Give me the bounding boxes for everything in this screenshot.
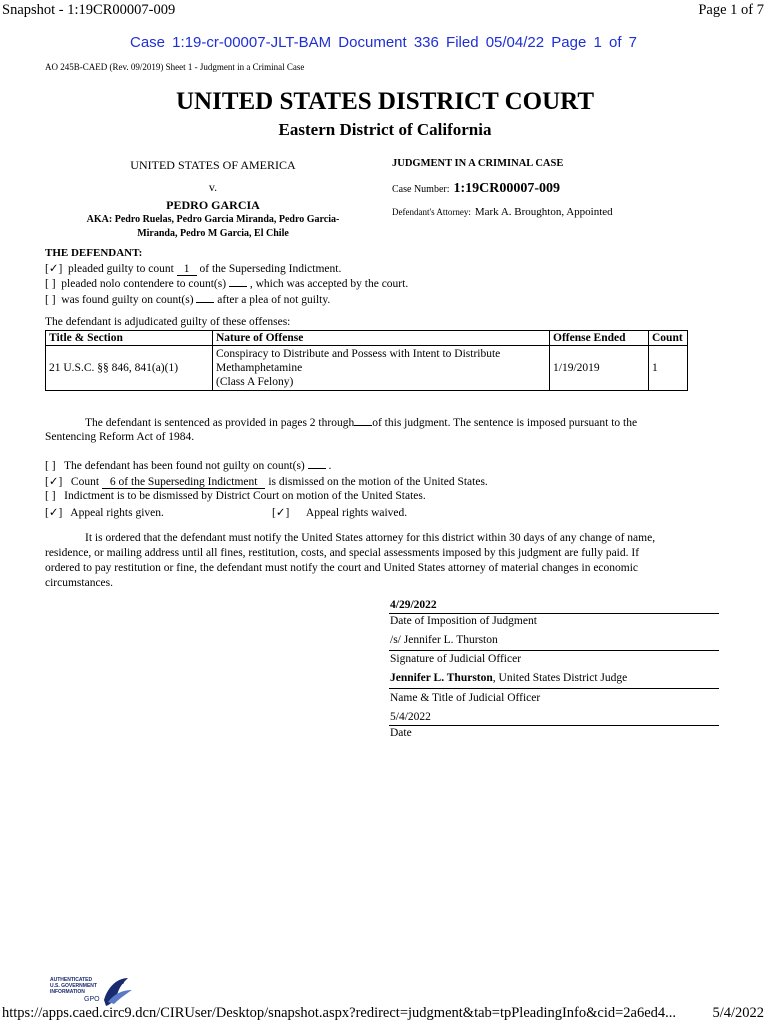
offenses-header-row bbox=[46, 331, 688, 346]
officer-name-title bbox=[390, 672, 627, 684]
officer-title: , United States District Judge bbox=[492, 672, 628, 684]
signature-label: Signature of Judicial Officer bbox=[390, 653, 522, 665]
name-title-label: Name & Title of Judicial Officer bbox=[390, 692, 541, 704]
nature-line: (Class A Felony) bbox=[216, 376, 294, 388]
gpo-line: AUTHENTICATED bbox=[50, 977, 93, 983]
nature-line: Methamphetamine bbox=[216, 362, 303, 374]
plaintiff-name: UNITED STATES OF AMERICA bbox=[130, 158, 296, 172]
offenses-table bbox=[45, 330, 688, 391]
attorney-name: Mark A. Broughton, Appointed bbox=[474, 206, 613, 218]
defendant-section-heading: THE DEFENDANT: bbox=[45, 247, 143, 259]
cell-nature-of-offense bbox=[213, 346, 550, 391]
signature-date: 5/4/2022 bbox=[390, 711, 431, 723]
not-guilty-suffix: . bbox=[328, 460, 332, 472]
officer-name: Jennifer L. Thurston bbox=[390, 672, 493, 684]
checkbox-unchecked-icon: [ ] bbox=[45, 278, 56, 290]
cell-count: 1 bbox=[649, 346, 688, 391]
defendant-aka-line2: Miranda, Pedro M Garcia, El Chile bbox=[137, 228, 289, 239]
sentence-text-suffix: of this judgment. The sentence is imposed pursuant to the bbox=[372, 417, 638, 429]
gpo-line: INFORMATION bbox=[50, 989, 85, 995]
plea-guilty-row bbox=[45, 261, 341, 276]
found-guilty-text: was found guilty on count(s) bbox=[61, 294, 194, 306]
count-dismissed-label: Count bbox=[70, 476, 100, 488]
case-number-label: Case Number: bbox=[392, 184, 450, 195]
court-district: Eastern District of California bbox=[278, 120, 492, 139]
checkbox-checked-icon: [✓] bbox=[45, 476, 63, 488]
judgment-title: JUDGMENT IN A CRIMINAL CASE bbox=[392, 158, 564, 169]
checkbox-unchecked-icon: [ ] bbox=[45, 294, 56, 306]
found-guilty-row bbox=[45, 293, 330, 306]
checkbox-unchecked-icon: [ ] bbox=[45, 460, 56, 472]
cell-title-section: 21 U.S.C. §§ 846, 841(a)(1) bbox=[46, 346, 213, 391]
snapshot-date: 5/4/2022 bbox=[712, 1005, 764, 1021]
attorney-label: Defendant's Attorney: bbox=[392, 207, 471, 217]
imposition-date-label: Date of Imposition of Judgment bbox=[390, 615, 537, 627]
col-offense-ended: Offense Ended bbox=[550, 331, 649, 346]
appeal-rights-waived-row bbox=[272, 505, 407, 519]
gpo-mark: GPO bbox=[84, 996, 100, 1003]
gpo-line: U.S. GOVERNMENT bbox=[50, 983, 97, 989]
plea-nolo-text: pleaded nolo contendere to count(s) bbox=[61, 278, 227, 290]
gpo-authentication-logo bbox=[46, 972, 136, 1008]
order-line2: residence, or mailing address until all fines, restitution, costs, and special assessments imposed by this judgment are fully paid. If bbox=[45, 547, 640, 559]
col-nature-of-offense: Nature of Offense bbox=[213, 331, 550, 346]
filing-header: Case 1:19-cr-00007-JLT-BAM Document 336 Filed 05/04/22 Page 1 of 7 bbox=[130, 34, 637, 51]
defendant-aka-line1: AKA: Pedro Ruelas, Pedro Garcia Miranda, Pedro Garcia- bbox=[86, 214, 340, 225]
gpo-text bbox=[50, 977, 97, 995]
snapshot-url[interactable]: https://apps.caed.circ9.dcn/CIRUser/Desktop/snapshot.aspx?redirect=judgment&tab=tpPleadingInfo&cid=2a6ed4... bbox=[2, 1005, 677, 1021]
snapshot-title: Snapshot - 1:19CR00007-009 bbox=[2, 2, 176, 18]
checkbox-checked-icon: [✓] bbox=[45, 263, 63, 275]
order-line3: ordered to pay restitution or fine, the defendant must notify the court and United States attorney of material changes in economic bbox=[45, 562, 639, 574]
col-count: Count bbox=[649, 331, 688, 346]
attorney-row bbox=[392, 202, 613, 220]
plea-guilty-count: 1 bbox=[177, 263, 197, 276]
judge-signature: /s/ Jennifer L. Thurston bbox=[390, 634, 498, 646]
blank-line bbox=[354, 416, 372, 426]
plea-guilty-text: pleaded guilty to count bbox=[68, 263, 174, 275]
order-line4: circumstances. bbox=[45, 577, 114, 589]
case-number-row bbox=[392, 179, 560, 197]
blank-line bbox=[229, 277, 247, 287]
not-guilty-text: The defendant has been found not guilty on count(s) bbox=[63, 460, 305, 472]
divider bbox=[389, 613, 719, 614]
checkbox-unchecked-icon: [ ] bbox=[45, 490, 56, 502]
divider bbox=[389, 688, 719, 689]
nature-line: Conspiracy to Distribute and Possess with Intent to Distribute bbox=[216, 348, 501, 360]
court-title: UNITED STATES DISTRICT COURT bbox=[176, 88, 594, 115]
indictment-dismissed-row bbox=[45, 490, 426, 502]
imposition-date: 4/29/2022 bbox=[390, 599, 437, 611]
plea-guilty-suffix: of the Superseding Indictment. bbox=[199, 263, 342, 275]
sentence-line1 bbox=[85, 416, 637, 429]
appeal-rights-waived-text: Appeal rights waived. bbox=[305, 507, 408, 519]
table-row bbox=[46, 346, 688, 391]
found-guilty-suffix: after a plea of not guilty. bbox=[217, 294, 331, 306]
defendant-name: PEDRO GARCIA bbox=[166, 198, 260, 212]
not-guilty-row bbox=[45, 459, 331, 472]
offenses-intro: The defendant is adjudicated guilty of these offenses: bbox=[45, 316, 291, 328]
appeal-rights-given-text: Appeal rights given. bbox=[70, 507, 164, 519]
col-title-section: Title & Section bbox=[46, 331, 213, 346]
sentence-text: The defendant is sentenced as provided in pages 2 through bbox=[85, 417, 355, 429]
blank-line bbox=[308, 459, 326, 469]
snapshot-page-number: Page 1 of 7 bbox=[698, 2, 764, 18]
cell-offense-ended: 1/19/2019 bbox=[550, 346, 649, 391]
appeal-rights-given-row bbox=[45, 505, 164, 519]
divider bbox=[389, 725, 719, 726]
order-line1: It is ordered that the defendant must notify the United States attorney for this district within 30 days of any change of name, bbox=[85, 532, 656, 544]
form-identifier: AO 245B-CAED (Rev. 09/2019) Sheet 1 - Judgment in a Criminal Case bbox=[45, 62, 305, 72]
checkbox-checked-icon: [✓] bbox=[272, 507, 290, 519]
dismissed-count: 6 of the Superseding Indictment bbox=[102, 476, 266, 489]
count-dismissed-suffix: is dismissed on the motion of the United States. bbox=[268, 476, 488, 488]
count-dismissed-row bbox=[45, 474, 488, 489]
blank-line bbox=[196, 293, 214, 303]
indictment-dismissed-text: Indictment is to be dismissed by District Court on motion of the United States. bbox=[64, 490, 426, 502]
plea-nolo-suffix: , which was accepted by the court. bbox=[249, 278, 409, 290]
case-number: 1:19CR00007-009 bbox=[453, 181, 561, 196]
sentence-line2: Sentencing Reform Act of 1984. bbox=[45, 431, 195, 443]
versus-label: v. bbox=[208, 180, 218, 194]
divider bbox=[389, 650, 719, 651]
plea-nolo-row bbox=[45, 277, 408, 290]
date-label: Date bbox=[390, 727, 412, 739]
checkbox-checked-icon: [✓] bbox=[45, 507, 63, 519]
